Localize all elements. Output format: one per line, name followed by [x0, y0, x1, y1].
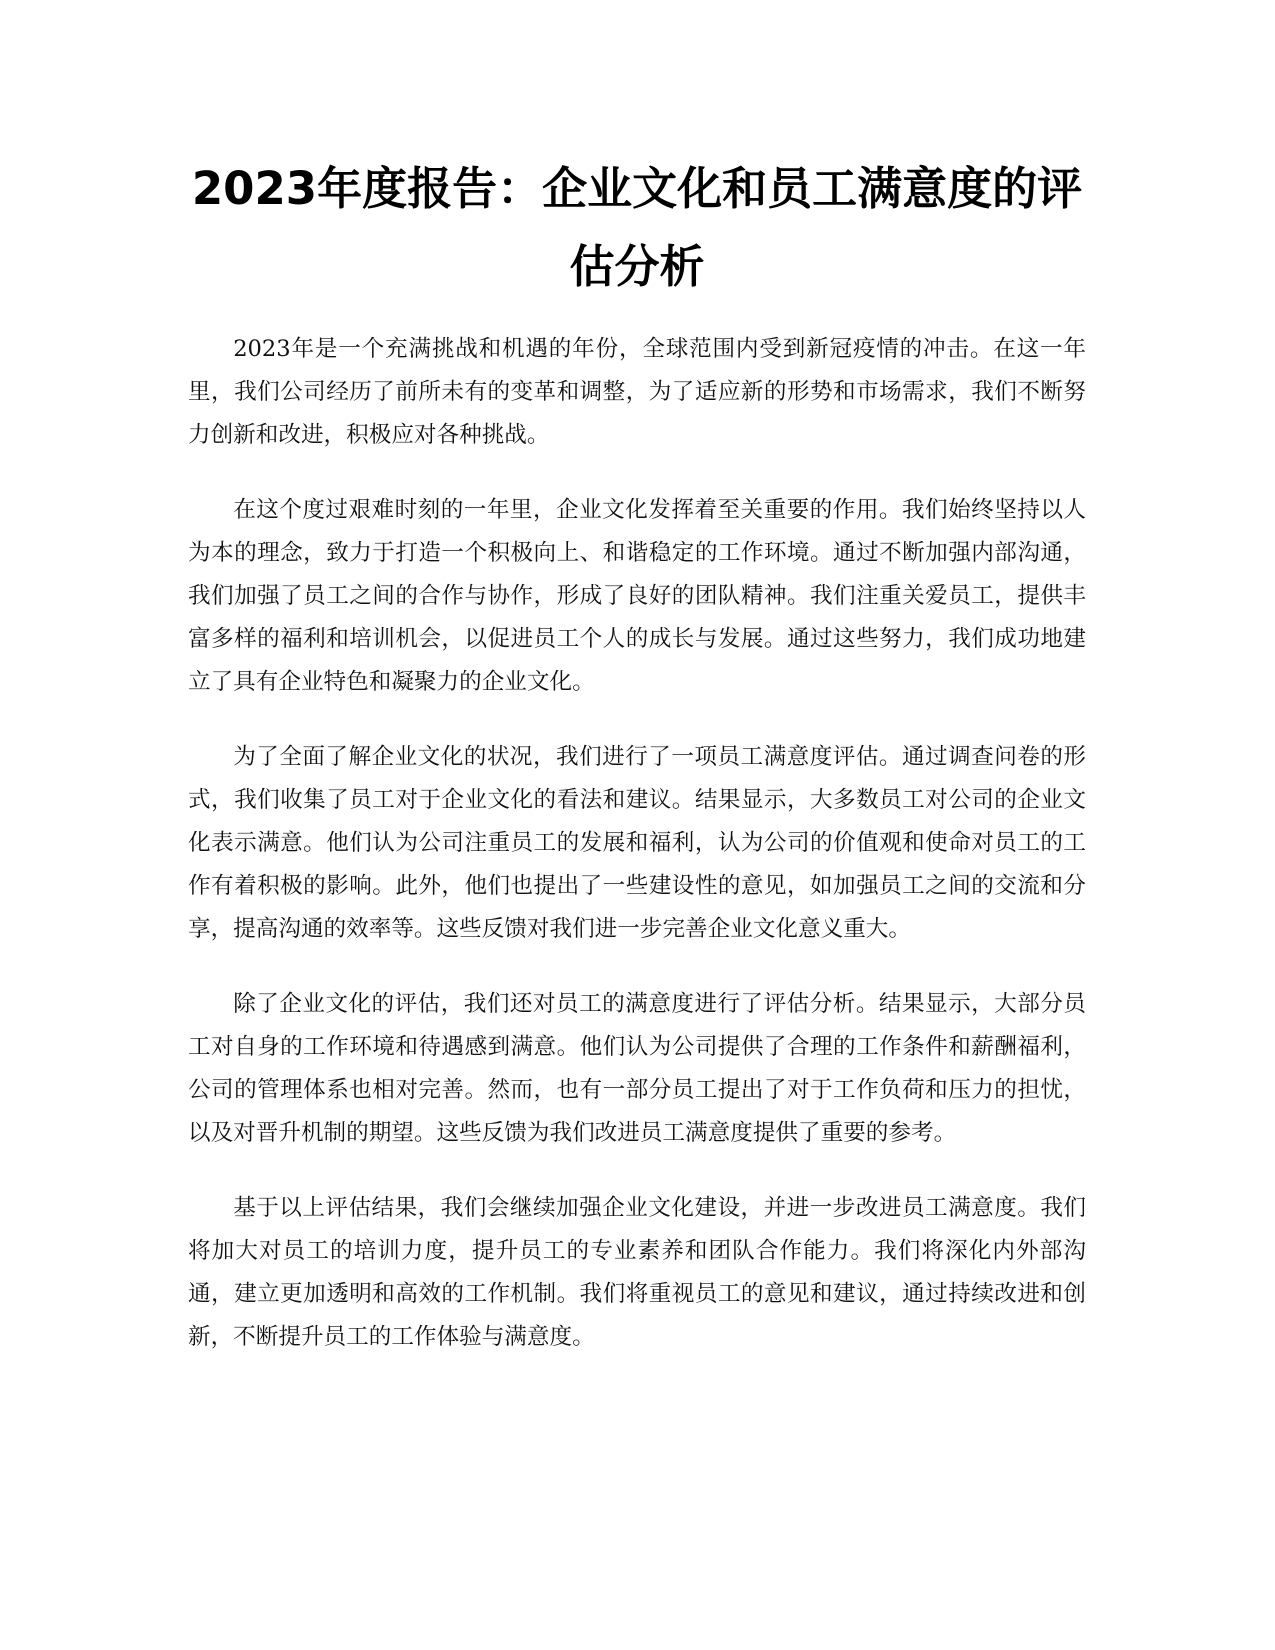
document-title: 2023年度报告：企业文化和员工满意度的评估分析: [191, 162, 1083, 293]
paragraph-1: 2023年是一个充满挑战和机遇的年份，全球范围内受到新冠疫情的冲击。在这一年里，我们公司经历了前所未有的变革和调整，为了适应新的形势和市场需求，我们不断努力创新和改进，积极应对各种挑战。: [188, 336, 1086, 448]
paragraph-3: 为了全面了解企业文化的状况，我们进行了一项员工满意度评估。通过调查问卷的形式，我们收集了员工对于企业文化的看法和建议。结果显示，大多数员工对公司的企业文化表示满意。他们认为公司注重员工的发展和福利，认为公司的价值观和使命对员工的工作有着积极的影响。此外，他们也提出了一些建设性的意见，如加强员工之间的交流和分享，提高沟通的效率等。这些反馈对我们进一步完善企业文化意义重大。: [188, 744, 1086, 942]
paragraph-5: 基于以上评估结果，我们会继续加强企业文化建设，并进一步改进员工满意度。我们将加大对员工的培训力度，提升员工的专业素养和团队合作能力。我们将深化内外部沟通，建立更加透明和高效的工作机制。我们将重视员工的意见和建议，通过持续改进和创新，不断提升员工的工作体验与满意度。: [188, 1195, 1086, 1350]
paragraph-2: 在这个度过艰难时刻的一年里，企业文化发挥着至关重要的作用。我们始终坚持以人为本的理念，致力于打造一个积极向上、和谐稳定的工作环境。通过不断加强内部沟通，我们加强了员工之间的合作与协作，形成了良好的团队精神。我们注重关爱员工，提供丰富多样的福利和培训机会，以促进员工个人的成长与发展。通过这些努力，我们成功地建立了具有企业特色和凝聚力的企业文化。: [188, 497, 1086, 695]
document-body: [188, 328, 1086, 1359]
document-content: [188, 150, 1086, 1391]
paragraph-4: 除了企业文化的评估，我们还对员工的满意度进行了评估分析。结果显示，大部分员工对自身的工作环境和待遇感到满意。他们认为公司提供了合理的工作条件和薪酬福利，公司的管理体系也相对完善。然而，也有一部分员工提出了对于工作负荷和压力的担忧，以及对晋升机制的期望。这些反馈为我们改进员工满意度提供了重要的参考。: [188, 991, 1086, 1146]
